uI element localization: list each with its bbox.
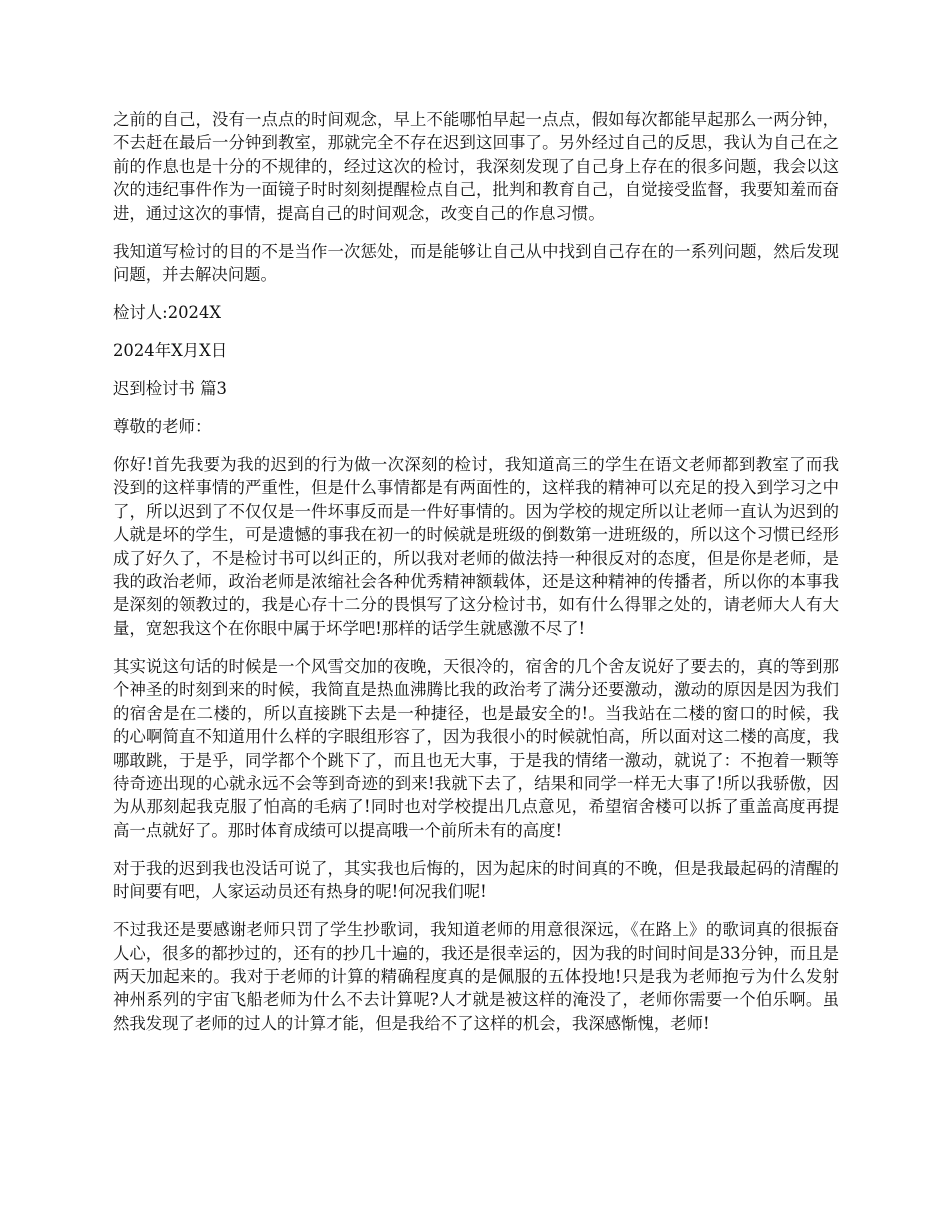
paragraph-regret: 对于我的迟到我也没话可说了，其实我也后悔的，因为起床的时间真的不晚，但是我最起码的清醒的时间要有吧，人家运动员还有热身的呢!何况我们呢!: [113, 858, 839, 902]
salutation: 尊敬的老师：: [113, 417, 212, 437]
paragraph-thanks: 不过我还是要感谢老师只罚了学生抄歌词，我知道老师的用意很深远，《在路上》的歌词真的很振奋人心，很多的都抄过的，还有的抄几十遍的，我还是很幸运的，因为我的时间时间是33分钟，而且是两天加起来的。我对于老师的计算的精确程度真的是佩服的五体投地!只是我为老师抱亏为什么发射神州系列的宇宙飞船老师为什么不去计算呢?人才就是被这样的淹没了，老师你需要一个伯乐啊。虽然我发现了老师的过人的计算才能，但是我给不了这样的机会，我深感惭愧，老师!: [113, 920, 839, 1033]
paragraph-apology: 你好!首先我要为我的迟到的行为做一次深刻的检讨，我知道高三的学生在语文老师都到教室了而我没到的这样事情的严重性，但是什么事情都是有两面性的，这样我的精神可以充足的投入到学习之中了，所以迟到了不仅仅是一件坏事反而是一件好事情的。因为学校的规定所以让老师一直认为迟到的人就是坏的学生，可是遗憾的事我在初一的时候就是班级的倒数第一进班级的，所以这个习惯已经形成了好久了，不是检讨书可以纠正的，所以我对老师的做法持一种很反对的态度，但是你是老师，是我的政治老师，政治老师是浓缩社会各种优秀精神额载体，还是这种精神的传播者，所以你的本事我是深刻的领教过的，我是心存十二分的畏惧写了这分检讨书，如有什么得罪之处的，请老师大人有大量，宽恕我这个在你眼中属于坏学吧!那样的话学生就感激不尽了!: [113, 455, 839, 638]
paragraph-story: 其实说这句话的时候是一个风雪交加的夜晚，天很冷的，宿舍的几个舍友说好了要去的，真的等到那个神圣的时刻到来的时候，我简直是热血沸腾比我的政治考了满分还要激动，激动的原因是因为我们的宿舍是在二楼的，所以直接跳下去是一种捷径，也是最安全的!。当我站在二楼的窗口的时候，我的心啊简直不知道用什么样的字眼组形容了，因为我很小的时候就怕高，所以面对这二楼的高度，我哪敢跳，于是乎，同学都个个跳下了，而且也无大事，于是我的情绪一激动，就说了：不抱着一颗等待奇迹出现的心就永远不会等到奇迹的到来!我就下去了，结果和同学一样无大事了!所以我骄傲，因为从那刻起我克服了怕高的毛病了!同时也对学校提出几点意见，希望宿舍楼可以拆了重盖高度再提高一点就好了。那时体育成绩可以提高哦一个前所未有的高度!: [113, 656, 839, 840]
section-title: 迟到检讨书 篇3: [113, 379, 227, 399]
paragraph-reflection: 之前的自己，没有一点点的时间观念，早上不能哪怕早起一点点，假如每次都能早起那么一两分钟，不去赶在最后一分钟到教室，那就完全不存在迟到这回事了。另外经过自己的反思，我认为自己在之前的作息也是十分的不规律的，经过这次的检讨，我深刻发现了自己身上存在的很多问题，我会以这次的违纪事件作为一面镜子时时刻刻提醒检点自己，批判和教育自己，自觉接受监督，我要知羞而奋进，通过这次的事情，提高自己的时间观念，改变自己的作息习惯。: [113, 110, 839, 223]
signature-line: 检讨人:2024X: [113, 303, 222, 323]
document-body: [113, 108, 839, 1050]
date-line: 2024年X月X日: [113, 341, 228, 361]
paragraph-purpose: 我知道写检讨的目的不是当作一次惩处，而是能够让自己从中找到自己存在的一系列问题，然后发现问题，并去解决问题。: [113, 241, 839, 285]
